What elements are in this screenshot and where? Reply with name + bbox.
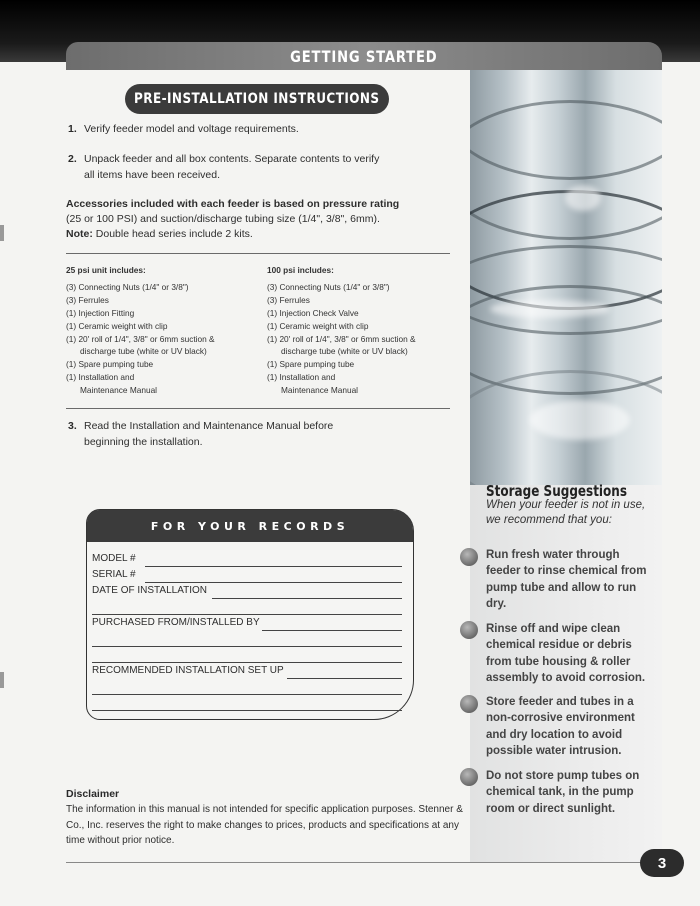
list-item: (1) Ceramic weight with clip [267, 320, 369, 331]
records-header [87, 510, 413, 542]
accessories-note [66, 226, 253, 242]
footer-rule [66, 862, 666, 863]
note-text: Double head series include 2 kits. [95, 228, 253, 240]
punch-mark [0, 672, 4, 688]
step-3-line-2: beginning the installation. [84, 436, 203, 448]
date-label: DATE OF INSTALLATION [92, 585, 208, 596]
page-number: 3 [657, 854, 667, 872]
note-label: Note: [66, 228, 93, 240]
storage-item-3: Store feeder and tubes in a non-corrosive environment and dry location to avoid possible water intrusion. [486, 696, 635, 758]
bullet-icon [460, 548, 478, 566]
storage-item-2: Rinse off and wipe clean chemical residue or debris from tube housing & roller assembly to avoid corrosion. [486, 623, 646, 685]
records-title: FOR YOUR RECORDS [150, 519, 350, 533]
bullet-icon [460, 621, 478, 639]
list-item: (1) Spare pumping tube [66, 359, 154, 370]
model-field[interactable] [145, 566, 402, 567]
list-item: (3) Ferrules [66, 294, 109, 305]
purchased-label: PURCHASED FROM/INSTALLED BY [92, 617, 260, 628]
purchased-field[interactable] [262, 630, 402, 631]
step-2-line-2: all items have been received. [84, 169, 220, 181]
list-item: (1) Installation and [267, 372, 336, 383]
list-item: (3) Connecting Nuts (1/4" or 3/8") [66, 281, 189, 292]
step-2-number: 2. [68, 153, 77, 165]
step-3-line-1: Read the Installation and Maintenance Manual before [84, 420, 334, 432]
records-box [86, 509, 414, 720]
disclaimer-heading: Disclaimer [66, 788, 120, 800]
punch-mark [0, 225, 4, 241]
storage-item-4: Do not store pump tubes on chemical tank, in the pump room or direct sunlight. [486, 770, 640, 815]
list-item: (1) Ceramic weight with clip [66, 320, 168, 331]
storage-subtitle: When your feeder is not in use, we recommend that you: [486, 499, 646, 526]
disclaimer-text: The information in this manual is not intended for specific application purposes. Stenner & Co., Inc. reserves the right to make changes to prices, products and specifications at any time without prior notice. [66, 804, 463, 846]
serial-field[interactable] [145, 582, 402, 583]
psi100-list [267, 264, 467, 397]
step-2-line-1: Unpack feeder and all box contents. Separate contents to verify [84, 153, 380, 165]
bullet-icon [460, 695, 478, 713]
step-1-number: 1. [68, 123, 77, 135]
model-label: MODEL # [92, 553, 136, 564]
storage-title: Storage Suggestions [486, 482, 627, 500]
list-item: (3) Connecting Nuts (1/4" or 3/8") [267, 281, 390, 292]
step-1-text: Verify feeder model and voltage requirements. [84, 123, 299, 135]
blank-line[interactable] [92, 614, 402, 615]
serial-label: SERIAL # [92, 569, 136, 580]
list-item: discharge tube (white or UV black) [80, 346, 207, 357]
storage-item-1: Run fresh water through feeder to rinse chemical from pump tube and allow to run dry. [486, 549, 647, 611]
list-item: discharge tube (white or UV black) [281, 346, 408, 357]
recommended-field[interactable] [287, 678, 402, 679]
header-title: GETTING STARTED [290, 46, 438, 66]
list-item: Maintenance Manual [281, 385, 359, 396]
list-item: (1) Injection Check Valve [267, 307, 359, 318]
divider-bottom [66, 408, 450, 409]
blank-line[interactable] [92, 646, 402, 647]
step-3-number: 3. [68, 420, 77, 432]
header-bar [66, 42, 662, 70]
section-title: PRE-INSTALLATION INSTRUCTIONS [134, 91, 380, 107]
psi100-heading: 100 psi includes: [267, 265, 334, 275]
psi25-heading: 25 psi unit includes: [66, 265, 146, 275]
blank-line[interactable] [92, 710, 402, 711]
list-item: (1) 20' roll of 1/4", 3/8" or 6mm suction & [66, 333, 215, 344]
psi25-list [66, 264, 261, 397]
blank-line[interactable] [92, 662, 402, 663]
accessories-line-1: Accessories included with each feeder is based on pressure rating [66, 198, 400, 210]
list-item: Maintenance Manual [80, 385, 158, 396]
date-field[interactable] [212, 598, 402, 599]
list-item: (3) Ferrules [267, 294, 310, 305]
divider-top [66, 253, 450, 254]
page-number-badge [640, 849, 684, 877]
list-item: (1) Installation and [66, 372, 135, 383]
list-item: (1) Spare pumping tube [267, 359, 355, 370]
accessories-line-2: (25 or 100 PSI) and suction/discharge tubing size (1/4", 3/8", 6mm). [66, 213, 380, 225]
list-item: (1) Injection Fitting [66, 307, 135, 318]
bullet-icon [460, 768, 478, 786]
section-title-pill [125, 84, 389, 114]
product-photo [470, 70, 662, 485]
list-item: (1) 20' roll of 1/4", 3/8" or 6mm suction & [267, 333, 416, 344]
blank-line[interactable] [92, 694, 402, 695]
recommended-label: RECOMMENDED INSTALLATION SET UP [92, 665, 284, 676]
